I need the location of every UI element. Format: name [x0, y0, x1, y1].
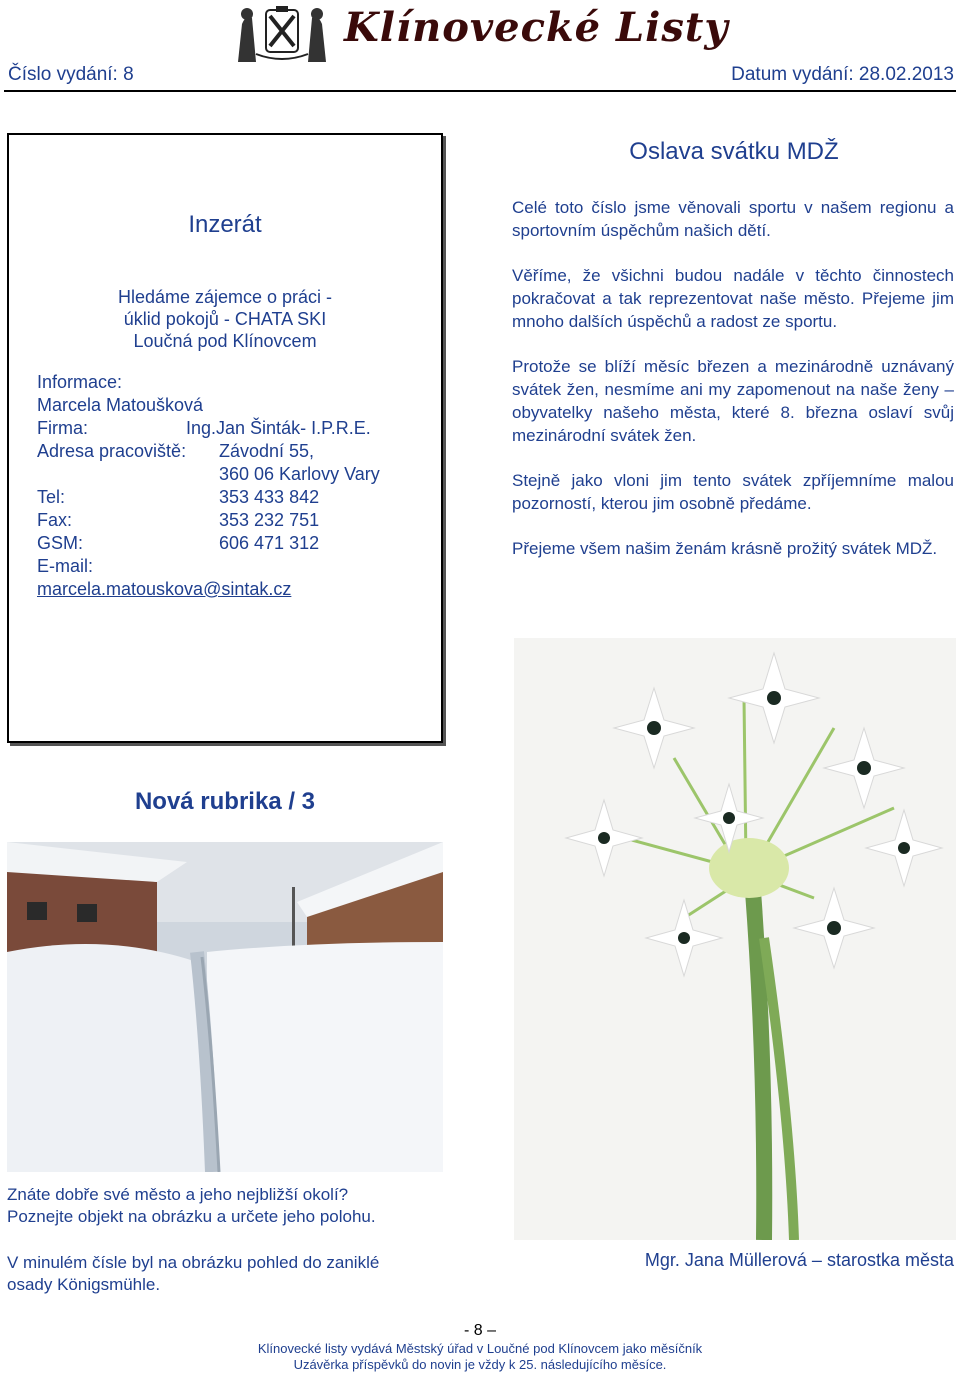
info-row-label: E-mail: — [37, 556, 94, 576]
info-row-label: Fax: — [37, 510, 73, 530]
info-row-value: 353 433 842 — [219, 487, 320, 507]
info-row-value: Ing.Jan Šinták- I.P.R.E. — [186, 418, 371, 438]
info-row-label: Adresa pracoviště: — [37, 441, 187, 461]
issue-date: Datum vydání: 28.02.2013 — [731, 64, 954, 85]
info-label: Informace: — [37, 372, 123, 392]
ad-headline-line: úklid pokojů - CHATA SKI — [123, 309, 327, 329]
article-signature: Mgr. Jana Müllerová – starostka města — [644, 1250, 954, 1270]
info-row-label: Firma: — [37, 418, 88, 438]
info-row-value: 353 232 751 — [219, 510, 320, 530]
quiz-line: osady Königsmühle. — [7, 1275, 161, 1294]
info-row-city — [37, 463, 437, 486]
town-crest-icon — [226, 4, 338, 64]
quiz-question — [7, 1184, 447, 1228]
article-paragraph: Věříme, že všichni budou nadále v těchto činnostech pokračovat a tak reprezentovat naše město. Přejeme jim mnoho dalších úspěchů a radost ze sportu. — [512, 266, 954, 331]
info-row-email — [37, 555, 437, 578]
contact-name: Marcela Matoušková — [37, 395, 204, 415]
footer-publisher: Klínovecké listy vydává Městský úřad v Loučné pod Klínovcem jako měsíčník — [257, 1341, 703, 1356]
info-row-gsm — [37, 532, 437, 555]
masthead — [0, 0, 960, 96]
ad-contact-info — [37, 371, 437, 601]
issue-number: Číslo vydání: 8 — [8, 64, 134, 85]
flower-photo — [514, 638, 956, 1240]
info-row-label: GSM: — [37, 533, 84, 553]
info-row-tel — [37, 486, 437, 509]
quiz-previous-answer — [7, 1252, 447, 1296]
ad-headline — [9, 286, 441, 352]
quiz-line: Znáte dobře své město a jeho nejbližší okolí? — [7, 1185, 349, 1204]
ad-headline-line: Loučná pod Klínovcem — [133, 331, 317, 351]
info-row-address — [37, 440, 437, 463]
page-number: - 8 – — [463, 1322, 496, 1339]
info-row-value: 606 471 312 — [219, 533, 320, 553]
article-paragraph: Protože se blíží měsíc březen a mezinárodně uznávaný svátek žen, nesmíme ani my zapomenout na naše ženy – obyvatelky našeho města, které 8. března oslaví svůj mezinárodní svátek žen. — [512, 357, 954, 445]
email-link[interactable]: marcela.matouskova@sintak.cz — [37, 579, 292, 599]
info-row-fax — [37, 509, 437, 532]
info-row-label: Tel: — [37, 487, 66, 507]
info-row-firma — [37, 417, 437, 440]
header-divider — [4, 90, 956, 92]
article-paragraph: Přejeme všem našim ženám krásně prožitý svátek MDŽ. — [512, 539, 938, 558]
article-paragraph: Celé toto číslo jsme věnovali sportu v našem regionu a sportovním úspěchům našich dětí. — [512, 198, 954, 240]
ad-title: Inzerát — [188, 211, 262, 238]
quiz-line: Poznejte objekt na obrázku a určete jeho polohu. — [7, 1207, 376, 1226]
paper-title: Klínovecké Listy — [344, 4, 729, 51]
snow-photo — [7, 842, 443, 1172]
quiz-line: V minulém čísle byl na obrázku pohled do zaniklé — [7, 1253, 380, 1272]
info-row-value: 360 06 Karlovy Vary — [219, 464, 380, 484]
rubric-title: Nová rubrika / 3 — [134, 788, 316, 815]
job-ad-box — [7, 133, 443, 743]
mdz-article-title: Oslava svátku MDŽ — [629, 138, 839, 165]
footer-deadline: Uzávěrka příspěvků do novin je vždy k 25. následujícího měsíce. — [293, 1357, 667, 1372]
mdz-article-body — [512, 196, 954, 582]
ad-headline-line: Hledáme zájemce o práci - — [117, 287, 333, 307]
article-paragraph: Stejně jako vloni jim tento svátek zpříjemníme malou pozorností, kterou jim osobně předáme. — [512, 471, 954, 513]
info-row-value: Závodní 55, — [219, 441, 315, 461]
